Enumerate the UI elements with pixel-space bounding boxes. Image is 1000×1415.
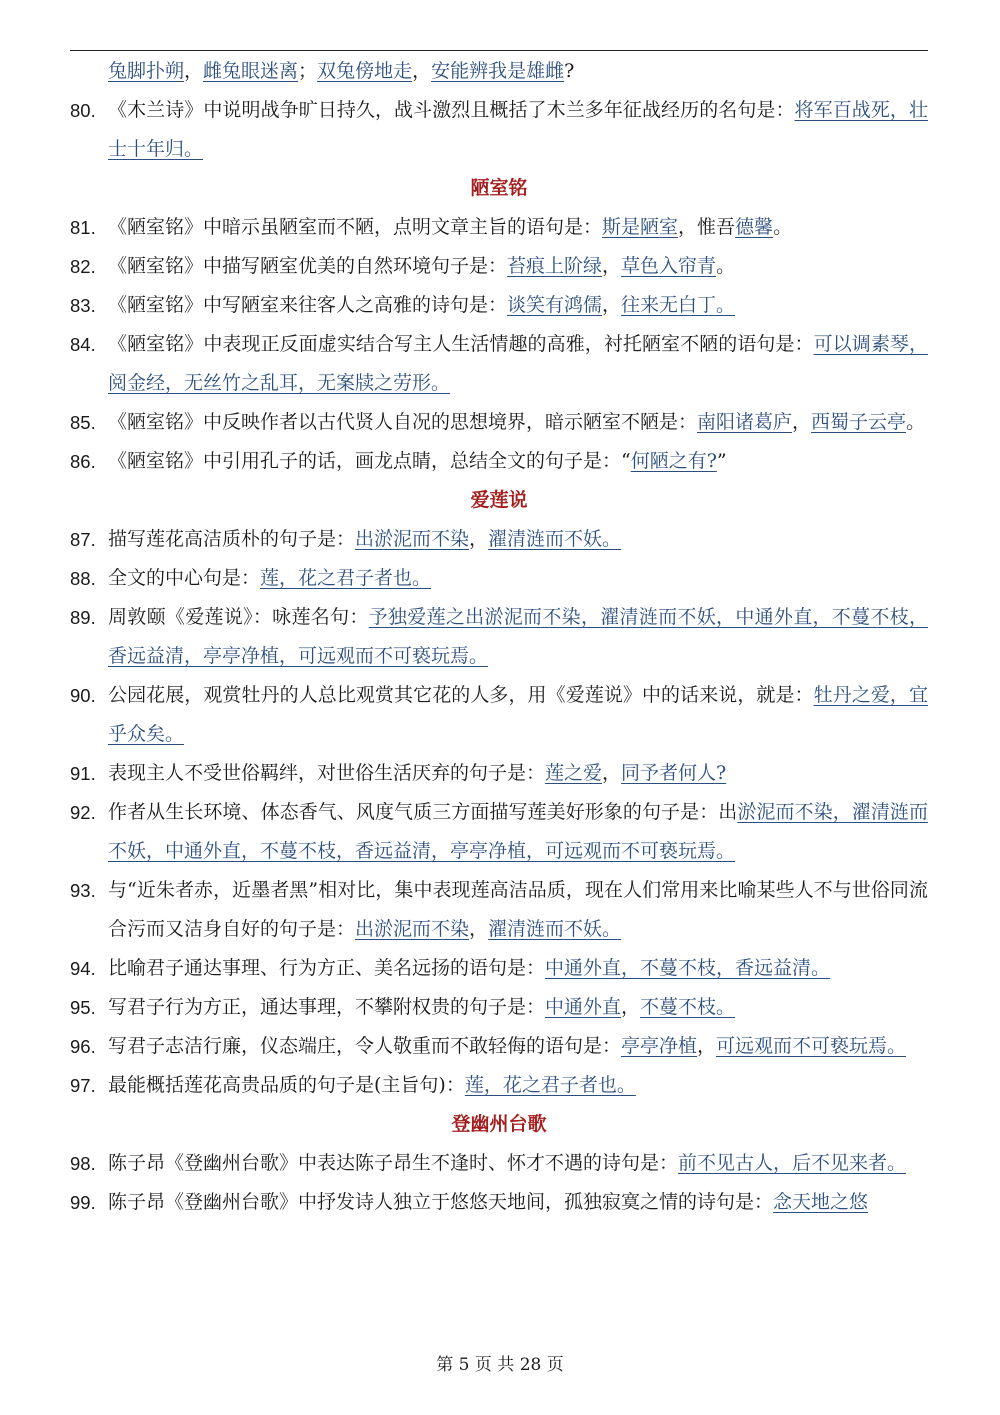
item-number: 96. xyxy=(70,1036,96,1057)
list-item-93: 93. 与“近朱者赤，近墨者黑”相对比，集中表现莲高洁品质，现在人们常用来比喻某些人不与世俗同流合污而又洁身自好的句子是：出淤泥而不染，濯清涟而不妖。 xyxy=(70,871,928,949)
answer: 牡丹之爱，宜乎众矣。 xyxy=(108,684,928,745)
answer: 莲之爱 xyxy=(545,762,603,784)
answer: 南阳诸葛庐 xyxy=(697,411,793,433)
list-item-84 xyxy=(70,325,928,403)
answer: 谈笑有鸿儒 xyxy=(507,294,603,316)
list-item-80 xyxy=(70,91,928,169)
question-text: 最能概括莲花高贵品质的句子是(主旨句)： xyxy=(108,1074,465,1096)
question-text: 全文的中心句是： xyxy=(108,567,261,589)
answer: 莲，花之君子者也。 xyxy=(464,1074,636,1096)
answer: 德馨 xyxy=(735,216,774,238)
question-text: 《木兰诗》中说明战争旷日持久，战斗激烈且概括了木兰多年征战经历的名句是： xyxy=(108,99,795,121)
top-rule xyxy=(70,50,928,51)
answer: 雌兔眼迷离 xyxy=(203,60,299,82)
answer: 亭亭净植 xyxy=(621,1035,698,1057)
list-item-94 xyxy=(70,949,928,988)
item-number: 81. xyxy=(70,217,96,238)
answer: 将军百战死，壮士十年归。 xyxy=(108,99,928,160)
item-number: 93. xyxy=(70,880,96,901)
item-number: 99. xyxy=(70,1192,96,1213)
item-number: 80. xyxy=(70,100,96,121)
answer: 念天地之悠 xyxy=(773,1191,869,1213)
question-text: 《陋室铭》中暗示虽陋室而不陋，点明文章主旨的语句是： xyxy=(108,216,603,238)
answer: 草色入帘青 xyxy=(621,255,717,277)
question-text: 陈子昂《登幽州台歌》中抒发诗人独立于悠悠天地间，孤独寂寞之情的诗句是： xyxy=(108,1191,774,1213)
document-body xyxy=(70,52,928,1222)
answer: 斯是陋室 xyxy=(602,216,679,238)
answer: 予独爱莲之出淤泥而不染，濯清涟而不妖，中通外直，不蔓不枝，香远益清，亭亭净植，可远观而不可亵玩焉。 xyxy=(108,606,928,667)
list-item-81: 81. 《陋室铭》中暗示虽陋室而不陋，点明文章主旨的语句是：斯是陋室，惟吾德馨。 xyxy=(70,208,928,247)
page-number-footer: 第 5 页 共 28 页 xyxy=(436,1355,564,1375)
question-text: 《陋室铭》中引用孔子的话，画龙点睛，总结全文的句子是：“ xyxy=(108,450,631,472)
question-text: 作者从生长环境、体态香气、风度气质三方面描写莲美好形象的句子是：出 xyxy=(108,801,738,823)
answer: 往来无白丁。 xyxy=(621,294,736,316)
answer: 濯清涟而不妖。 xyxy=(488,528,622,550)
section-heading: 陋室铭 xyxy=(470,177,528,199)
answer: 双兔傍地走 xyxy=(317,60,413,82)
answer: 出淤泥而不染 xyxy=(355,528,470,550)
list-item-95: 95. 写君子行为方正，通达事理，不攀附权贵的句子是：中通外直，不蔓不枝。 xyxy=(70,988,928,1027)
item-number: 94. xyxy=(70,958,96,979)
answer: 西蜀子云亭 xyxy=(811,411,907,433)
list-item-86: 86. 《陋室铭》中引用孔子的话，画龙点睛，总结全文的句子是：“何陋之有?” xyxy=(70,442,928,481)
question-text: 《陋室铭》中描写陋室优美的自然环境句子是： xyxy=(108,255,508,277)
list-item-89 xyxy=(70,598,928,676)
list-item-96: 96. 写君子志洁行廉，仪态端庄，令人敬重而不敢轻侮的语句是：亭亭净植，可远观而不可亵玩焉。 xyxy=(70,1027,928,1066)
list-item-79-continued: 兔脚扑朔，雌兔眼迷离；双兔傍地走，安能辨我是雄雌? xyxy=(108,60,575,82)
item-number: 98. xyxy=(70,1153,96,1174)
list-item-83: 83. 《陋室铭》中写陋室来往客人之高雅的诗句是：谈笑有鸿儒，往来无白丁。 xyxy=(70,286,928,325)
answer: 兔脚扑朔 xyxy=(108,60,185,82)
question-text: 陈子昂《登幽州台歌》中表达陈子昂生不逢时、怀才不遇的诗句是： xyxy=(108,1152,679,1174)
item-number: 85. xyxy=(70,412,96,433)
question-text: 《陋室铭》中表现正反面虚实结合写主人生活情趣的高雅，衬托陋室不陋的语句是： xyxy=(108,333,814,355)
item-number: 87. xyxy=(70,529,96,550)
list-item-91: 91. 表现主人不受世俗羁绊，对世俗生活厌弃的句子是：莲之爱，同予者何人? xyxy=(70,754,928,793)
question-text: 《陋室铭》中写陋室来往客人之高雅的诗句是： xyxy=(108,294,508,316)
answer: 不蔓不枝。 xyxy=(640,996,736,1018)
question-text: 描写莲花高洁质朴的句子是： xyxy=(108,528,356,550)
item-number: 90. xyxy=(70,685,96,706)
section-heading: 登幽州台歌 xyxy=(451,1113,547,1135)
item-number: 92. xyxy=(70,802,96,823)
answer: 苔痕上阶绿 xyxy=(507,255,603,277)
answer: 淤泥而不染，濯清涟而不妖，中通外直，不蔓不枝，香远益清，亭亭净植，可远观而不可亵玩焉。 xyxy=(108,801,928,862)
answer: 可远观而不可亵玩焉。 xyxy=(716,1035,907,1057)
item-number: 95. xyxy=(70,997,96,1018)
answer: 中通外直，不蔓不枝，香远益清。 xyxy=(545,957,831,979)
list-item-90 xyxy=(70,676,928,754)
answer: 可以调素琴，阅金经，无丝竹之乱耳，无案牍之劳形。 xyxy=(108,333,928,394)
answer: 前不见古人，后不见来者。 xyxy=(678,1152,907,1174)
item-number: 91. xyxy=(70,763,96,784)
answer: 中通外直 xyxy=(545,996,622,1018)
item-number: 88. xyxy=(70,568,96,589)
item-number: 86. xyxy=(70,451,96,472)
question-text: 与“近朱者赤，近墨者黑”相对比，集中表现莲高洁品质，现在人们常用来比喻某些人不与世俗同流合污而又洁身自好的句子是： xyxy=(108,879,928,940)
answer: 同予者何人? xyxy=(621,762,727,784)
list-item-82: 82. 《陋室铭》中描写陋室优美的自然环境句子是：苔痕上阶绿，草色入帘青。 xyxy=(70,247,928,286)
item-number: 82. xyxy=(70,256,96,277)
list-item-98 xyxy=(70,1144,928,1183)
list-item-85: 85. 《陋室铭》中反映作者以古代贤人自况的思想境界，暗示陋室不陋是：南阳诸葛庐，西蜀子云亭。 xyxy=(70,403,928,442)
list-item-99 xyxy=(70,1183,928,1222)
answer: 濯清涟而不妖。 xyxy=(488,918,622,940)
answer: 莲，花之君子者也。 xyxy=(260,567,432,589)
question-text: 《陋室铭》中反映作者以古代贤人自况的思想境界，暗示陋室不陋是： xyxy=(108,411,698,433)
list-item-92 xyxy=(70,793,928,871)
question-text: 写君子志洁行廉，仪态端庄，令人敬重而不敢轻侮的语句是： xyxy=(108,1035,622,1057)
item-number: 97. xyxy=(70,1075,96,1096)
section-heading: 爱莲说 xyxy=(470,489,528,511)
question-text: 周敦颐《爱莲说》：咏莲名句： xyxy=(108,606,369,628)
list-item-88 xyxy=(70,559,928,598)
answer: 安能辨我是雄雌 xyxy=(431,60,565,82)
question-text: 比喻君子通达事理、行为方正、美名远扬的语句是： xyxy=(108,957,546,979)
answer: 何陋之有? xyxy=(630,450,717,472)
question-text: 写君子行为方正，通达事理，不攀附权贵的句子是： xyxy=(108,996,546,1018)
item-number: 89. xyxy=(70,607,96,628)
list-item-87: 87. 描写莲花高洁质朴的句子是：出淤泥而不染，濯清涟而不妖。 xyxy=(70,520,928,559)
answer: 出淤泥而不染 xyxy=(355,918,470,940)
question-text: 公园花展，观赏牡丹的人总比观赏其它花的人多，用《爱莲说》中的话来说，就是： xyxy=(108,684,814,706)
item-number: 83. xyxy=(70,295,96,316)
question-text: 表现主人不受世俗羁绊，对世俗生活厌弃的句子是： xyxy=(108,762,546,784)
list-item-97 xyxy=(70,1066,928,1105)
item-number: 84. xyxy=(70,334,96,355)
